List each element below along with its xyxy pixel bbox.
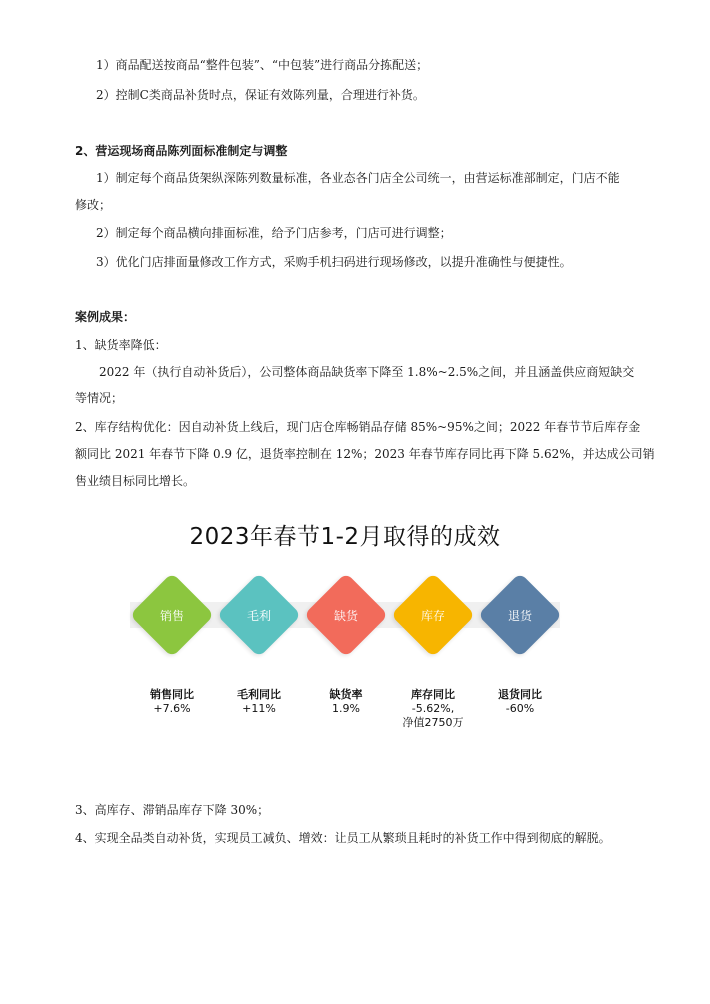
result-2-line3: 售业绩目标同比增长。 — [75, 474, 196, 488]
stat-inventory-value: -5.62%, — [411, 702, 455, 715]
diamond-label-sales: 销售 — [159, 609, 184, 623]
stat-inventory-name: 库存同比 — [411, 688, 455, 701]
section2-item-3: 3）优化门店排面量修改工作方式，采购手机扫码进行现场修改，以提升准确性与便捷性。 — [96, 255, 572, 269]
stat-inventory — [383, 688, 483, 730]
stat-returns-value: -60% — [505, 702, 535, 715]
diamond-label-inventory: 库存 — [420, 609, 445, 623]
section2-item-1-line2: 修改； — [75, 198, 112, 212]
result-1-body-line2: 等情况； — [75, 391, 124, 405]
achievements-infographic — [120, 510, 570, 750]
section2-heading: 2、营运现场商品陈列面标准制定与调整 — [75, 144, 288, 158]
stat-inventory-net-value: 净值2750万 — [402, 716, 464, 729]
result-3: 3、高库存、滞销品库存下降 30%； — [75, 803, 270, 817]
diamond-label-gross-margin: 毛利 — [246, 609, 271, 623]
stat-gross-margin-name: 毛利同比 — [237, 688, 281, 701]
stat-stockout — [296, 688, 396, 716]
section2-item-2: 2）制定每个商品横向排面标准，给予门店参考，门店可进行调整； — [96, 226, 452, 240]
stat-gross-margin — [209, 688, 309, 716]
section1-item-1: 1）商品配送按商品“整件包装”、“中包装”进行商品分拣配送； — [96, 58, 429, 72]
stat-stockout-value: 1.9% — [332, 702, 360, 715]
section1-item-2: 2）控制C类商品补货时点，保证有效陈列量，合理进行补货。 — [96, 88, 425, 102]
diamond-label-stockout: 缺货 — [333, 609, 358, 623]
results-heading: 案例成果： — [75, 310, 136, 324]
diamond-label-returns: 退货 — [507, 609, 532, 623]
stat-returns-name: 退货同比 — [498, 688, 542, 701]
stat-stockout-name: 缺货率 — [329, 688, 363, 701]
result-2-line2: 额同比 2021 年春节下降 0.9 亿，退货率控制在 12%；2023 年春节库存同比再下降 5.62%，并达成公司销 — [75, 447, 655, 461]
result-2-line1: 2、库存结构优化：因自动补货上线后，现门店仓库畅销品存储 85%~95%之间；2022 年春节节后库存金 — [75, 420, 641, 434]
section2-item-1-line1: 1）制定每个商品货架纵深陈列数量标准，各业态各门店全公司统一，由营运标准部制定，门店不能 — [96, 171, 620, 185]
stat-sales-value: +7.6% — [153, 702, 191, 715]
result-1-title: 1、缺货率降低： — [75, 338, 167, 352]
infographic-title: 2023年春节1-2月取得的成效 — [189, 524, 501, 550]
result-4: 4、实现全品类自动补货，实现员工减负、增效：让员工从繁琐且耗时的补货工作中得到彻底的解脱。 — [75, 831, 611, 845]
stat-returns — [470, 688, 570, 716]
stat-sales-name: 销售同比 — [150, 688, 194, 701]
stat-sales — [122, 688, 222, 716]
result-1-body-line1: 2022 年（执行自动补货后），公司整体商品缺货率下降至 1.8%~2.5%之间，并且涵盖供应商短缺交 — [99, 365, 635, 379]
stat-gross-margin-value: +11% — [242, 702, 276, 715]
